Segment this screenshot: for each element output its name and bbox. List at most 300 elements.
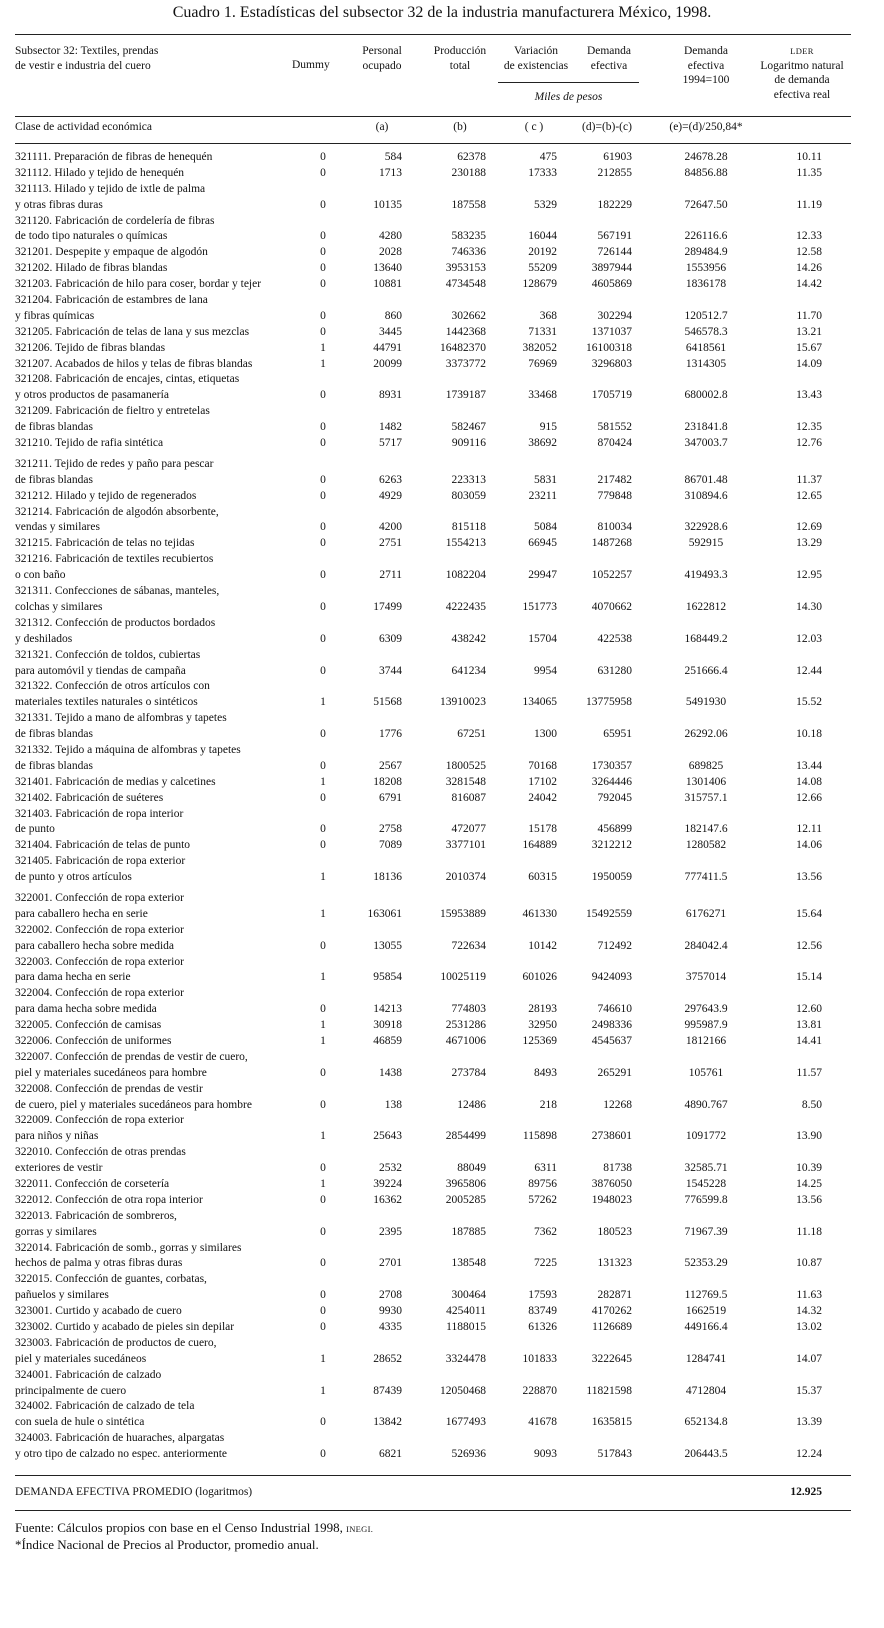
activity-description: exteriores de vestir [15,1162,103,1175]
activity-description: de todo tipo naturales o químicas [15,230,168,243]
cell-variacion-existencias: 228870 [522,1384,557,1397]
row-line [0,775,884,791]
cell-dummy: 1 [320,775,326,788]
cell-demanda-efectiva-1994: 297643.9 [684,1003,728,1016]
cell-lder: 10.87 [796,1257,822,1270]
cell-demanda-efectiva-1994: 546578.3 [684,325,728,338]
cell-lder: 10.18 [796,728,822,741]
cell-demanda-efectiva: 726144 [597,246,632,259]
header-produccion-line2: total [449,59,471,72]
row-line [0,245,884,261]
cell-variacion-existencias: 17593 [528,1289,557,1302]
table-row [0,648,884,680]
cell-dummy: 0 [320,489,326,502]
activity-description: 322010. Confección de otras prendas [15,1146,186,1159]
cell-dummy: 1 [320,1178,326,1190]
row-line [0,891,884,907]
table-row [0,1272,884,1304]
cell-personal-ocupado: 2701 [379,1257,402,1270]
row-line [0,1256,884,1272]
cell-variacion-existencias: 5329 [534,198,557,211]
row-line [0,388,884,404]
cell-variacion-existencias: 32950 [528,1019,557,1032]
table-row [0,436,884,452]
cell-personal-ocupado: 4280 [379,230,402,243]
cell-personal-ocupado: 2758 [379,823,402,836]
cell-lder: 14.06 [796,839,822,852]
activity-description: 321405. Fabricación de ropa exterior [15,855,186,868]
cell-demanda-efectiva: 3897944 [591,262,632,275]
cell-demanda-efectiva: 3212212 [591,839,632,852]
cell-demanda-efectiva: 81738 [603,1162,632,1175]
cell-variacion-existencias: 164889 [522,839,557,852]
table-row [0,743,884,775]
row-line [0,436,884,452]
cell-produccion-total: 909116 [451,437,486,450]
cell-personal-ocupado: 14213 [373,1003,402,1016]
cell-variacion-existencias: 10142 [528,939,557,952]
row-line [0,822,884,838]
header-lder [752,44,852,102]
cell-personal-ocupado: 44791 [373,341,402,354]
cell-dummy: 0 [320,1098,326,1111]
activity-description: 324003. Fabricación de huaraches, alpargatas [15,1432,225,1445]
cell-demanda-efectiva-1994: 4712804 [685,1384,727,1397]
cell-personal-ocupado: 4200 [379,521,402,534]
row-line [0,1129,884,1145]
cell-produccion-total: 2854499 [445,1130,486,1143]
cell-produccion-total: 582467 [451,421,486,434]
cell-lder: 12.76 [796,437,822,450]
cell-dummy: 1 [320,907,326,920]
cell-lder: 12.56 [796,939,822,952]
activity-description: piel y materiales sucedáneos para hombre [15,1066,207,1079]
activity-description: para caballero hecha en serie [15,907,148,920]
table-row [0,293,884,325]
footnote-index: *Índice Nacional de Precios al Productor, promedio anual. [15,1537,319,1552]
row-line [0,743,884,759]
row-line [0,457,884,473]
row-line [0,309,884,325]
cell-dummy: 1 [320,1352,326,1365]
cell-demanda-efectiva-1994: 1622812 [685,600,727,613]
activity-description: y fibras químicas [15,309,95,322]
cell-personal-ocupado: 8931 [379,389,402,402]
cell-lder: 11.70 [796,309,822,322]
row-line [0,182,884,198]
cell-variacion-existencias: 8493 [534,1066,557,1079]
activity-description: 321209. Fabricación de fieltro y entretelas [15,405,210,418]
row-line [0,679,884,695]
cell-variacion-existencias: 368 [539,309,557,322]
activity-description: gorras y similares [15,1225,97,1238]
activity-description: piel y materiales sucedáneos [15,1352,147,1365]
cell-dummy: 0 [320,1289,326,1302]
cell-variacion-existencias: 915 [539,421,557,434]
cell-demanda-efectiva-1994: 182147.6 [684,823,728,836]
activity-description: para caballero hecha sobre medida [15,939,174,952]
cell-variacion-existencias: 61326 [528,1321,557,1334]
table-row [0,1241,884,1273]
table-row [0,838,884,854]
cell-personal-ocupado: 18208 [373,775,402,788]
header-variacion-line1: Variación [513,45,559,57]
cell-personal-ocupado: 2711 [379,569,402,582]
cell-demanda-efectiva: 1948023 [591,1193,632,1206]
cell-produccion-total: 1739187 [445,389,486,402]
activity-description: 322007. Confección de prendas de vestir de cuero, [15,1050,248,1063]
header-demanda-line2: efectiva [590,59,628,72]
cell-dummy: 1 [320,871,326,884]
table-title: Cuadro 1. Estadísticas del subsector 32 de la industria manufacturera México, 1998. [172,4,712,21]
table-row [0,1304,884,1320]
header-lder-line1: Logaritmo natural [760,59,844,72]
cell-produccion-total: 4222435 [445,600,486,613]
activity-description: 321202. Hilado de fibras blandas [15,262,168,275]
cell-produccion-total: 583235 [451,230,486,243]
cell-variacion-existencias: 38692 [528,437,557,450]
cell-dummy: 0 [320,521,326,534]
cell-variacion-existencias: 41678 [528,1416,557,1429]
cell-personal-ocupado: 13842 [373,1416,402,1429]
cell-lder: 10.39 [796,1162,822,1175]
cell-demanda-efectiva-1994: 310894.6 [684,489,728,502]
cell-produccion-total: 3377101 [445,839,486,852]
cell-demanda-efectiva-1994: 71967.39 [684,1225,728,1238]
activity-description: 321112. Hilado y tejido de henequén [15,166,185,179]
table-row [0,807,884,839]
table-row [0,536,884,552]
activity-description: colchas y similares [15,600,103,613]
table-row [0,1018,884,1034]
activity-description: pañuelos y similares [15,1289,109,1302]
cell-demanda-efectiva-1994: 24678.28 [684,151,728,163]
cell-variacion-existencias: 6311 [534,1162,557,1175]
cell-demanda-efectiva: 65951 [603,728,632,741]
cell-personal-ocupado: 17499 [373,600,402,613]
cell-produccion-total: 1188015 [446,1321,486,1334]
cell-demanda-efectiva: 282871 [597,1289,632,1302]
activity-description: con suela de hule o sintética [15,1416,145,1429]
activity-description: de cuero, piel y materiales sucedáneos para hombre [15,1098,252,1111]
activity-description: 321402. Fabricación de suéteres [15,791,164,804]
activity-description: 321207. Acabados de hilos y telas de fibras blandas [15,357,253,370]
cell-demanda-efectiva: 712492 [597,939,632,952]
row-line [0,1336,884,1352]
cell-lder: 12.03 [796,632,822,645]
row-line [0,632,884,648]
activity-description: 324001. Fabricación de calzado [15,1368,162,1381]
cell-dummy: 0 [320,569,326,582]
activity-description: 322008. Confección de prendas de vestir [15,1082,203,1095]
cell-dummy: 0 [320,939,326,952]
cell-lder: 10.11 [796,151,822,163]
cell-lder: 13.02 [796,1321,822,1334]
cell-dummy: 0 [320,791,326,804]
cell-personal-ocupado: 7089 [379,839,402,852]
header-variacion-line2: de existencias [503,59,569,72]
activity-description: 321111. Preparación de fibras de henequén [15,151,213,163]
col-a-label: (a) [375,121,389,133]
table-row [0,505,884,537]
table-row [0,277,884,293]
col-b-label: (b) [453,121,467,133]
cell-dummy: 0 [320,632,326,645]
cell-variacion-existencias: 125369 [522,1034,557,1047]
cell-variacion-existencias: 218 [539,1098,557,1111]
cell-demanda-efectiva-1994: 86701.48 [684,473,728,486]
activity-description: 322014. Fabricación de somb., gorras y similares [15,1241,242,1254]
table-row [0,891,884,923]
cell-lder: 11.35 [796,166,822,179]
cell-dummy: 0 [320,1066,326,1079]
cell-variacion-existencias: 5831 [534,473,557,486]
row-line [0,1368,884,1384]
cell-demanda-efectiva: 1950059 [591,871,632,884]
cell-dummy: 1 [320,341,326,354]
cell-dummy: 0 [320,1257,326,1270]
row-line [0,214,884,230]
cell-produccion-total: 774803 [451,1003,486,1016]
summary-value: 12.925 [790,1486,822,1498]
cell-produccion-total: 62378 [457,151,486,163]
cell-personal-ocupado: 584 [384,151,402,163]
row-line [0,854,884,870]
header-personal-line1: Personal [362,45,402,57]
cell-personal-ocupado: 860 [384,309,402,322]
cell-demanda-efectiva-1994: 322928.6 [684,521,728,534]
table-row [0,357,884,373]
activity-description: 323002. Curtido y acabado de pieles sin depilar [15,1321,235,1334]
cell-produccion-total: 3953153 [445,262,486,275]
row-line [0,1399,884,1415]
cell-personal-ocupado: 3744 [379,664,402,677]
table-row [0,616,884,648]
cell-dummy: 0 [320,1193,326,1206]
row-line [0,1225,884,1241]
cell-produccion-total: 138548 [451,1257,486,1270]
activity-description: de fibras blandas [15,421,93,434]
activity-description: para automóvil y tiendas de campaña [15,664,186,677]
header-demanda-1994-line2: efectiva [687,59,725,72]
cell-produccion-total: 3965806 [445,1178,486,1190]
cell-lder: 12.11 [796,823,822,836]
cell-lder: 12.24 [796,1448,822,1461]
table-row [0,261,884,277]
activity-description: para niños y niñas [15,1130,99,1143]
header-dummy: Dummy [292,59,330,71]
table-row [0,457,884,489]
header-variacion [494,44,578,73]
cell-produccion-total: 3324478 [445,1352,486,1365]
table-bottom-rule [15,1510,851,1511]
cell-variacion-existencias: 71331 [528,325,557,338]
row-line [0,166,884,182]
cell-demanda-efectiva-1994: 26292.06 [684,728,728,741]
activity-description: 321216. Fabricación de textiles recubiertos [15,553,214,566]
cell-personal-ocupado: 13055 [373,939,402,952]
cell-variacion-existencias: 5084 [534,521,557,534]
activity-description: 321205. Fabricación de telas de lana y sus mezclas [15,325,250,338]
cell-personal-ocupado: 51568 [373,696,402,709]
cell-demanda-efectiva: 12268 [603,1098,632,1111]
table-row [0,1336,884,1368]
table-row [0,341,884,357]
row-line [0,277,884,293]
cell-demanda-efectiva: 3296803 [591,357,632,370]
cell-produccion-total: 4671006 [445,1034,486,1047]
cell-produccion-total: 3373772 [445,357,486,370]
cell-personal-ocupado: 10881 [373,278,402,291]
row-line [0,1098,884,1114]
cell-personal-ocupado: 163061 [367,907,402,920]
row-line [0,1447,884,1463]
row-line [0,1320,884,1336]
cell-demanda-efectiva-1994: 652134.8 [684,1416,728,1429]
cell-lder: 14.42 [796,278,822,291]
activity-description: 322012. Confección de otra ropa interior [15,1193,203,1206]
cell-dummy: 0 [320,421,326,434]
cell-dummy: 0 [320,437,326,450]
cell-variacion-existencias: 7362 [534,1225,557,1238]
cell-demanda-efectiva: 581552 [597,421,632,434]
cell-demanda-efectiva: 180523 [597,1225,632,1238]
row-line [0,1209,884,1225]
activity-description: y otro tipo de calzado no espec. anteriormente [15,1448,228,1461]
cell-personal-ocupado: 6263 [379,473,402,486]
cell-dummy: 1 [320,696,326,709]
cell-demanda-efectiva: 15492559 [586,907,632,920]
cell-dummy: 0 [320,1225,326,1238]
cell-personal-ocupado: 2751 [379,537,402,550]
cell-variacion-existencias: 115898 [522,1130,557,1143]
cell-variacion-existencias: 128679 [522,278,557,291]
cell-personal-ocupado: 28652 [373,1352,402,1365]
cell-lder: 14.25 [796,1178,822,1190]
cell-produccion-total: 88049 [457,1162,486,1175]
cell-lder: 11.57 [796,1066,822,1079]
row-line [0,600,884,616]
activity-description: materiales textiles naturales o sintéticos [15,696,198,709]
table-row [0,1209,884,1241]
activity-description: 323003. Fabricación de productos de cuero, [15,1336,217,1349]
activity-description: de punto [15,823,55,836]
header-lder-abbr: LDER [790,46,814,56]
cell-personal-ocupado: 25643 [373,1130,402,1143]
cell-variacion-existencias: 20192 [528,246,557,259]
cell-dummy: 0 [320,1003,326,1016]
cell-personal-ocupado: 2028 [379,246,402,259]
cell-personal-ocupado: 16362 [373,1193,402,1206]
cell-variacion-existencias: 23211 [528,489,557,502]
cell-demanda-efectiva-1994: 289484.9 [684,246,728,259]
cell-dummy: 0 [320,1416,326,1429]
cell-demanda-efectiva: 1126689 [592,1321,632,1334]
row-line [0,711,884,727]
cell-demanda-efectiva: 456899 [597,823,632,836]
row-line [0,970,884,986]
header-units: Miles de pesos [534,91,603,103]
row-line [0,1113,884,1129]
table-row [0,775,884,791]
header-demanda-line1: Demanda [586,45,632,57]
table-row [0,854,884,886]
cell-dummy: 0 [320,537,326,550]
cell-produccion-total: 4734548 [445,278,486,291]
row-line [0,568,884,584]
row-line [0,616,884,632]
row-line [0,939,884,955]
cell-demanda-efectiva-1994: 105761 [688,1066,724,1079]
row-line [0,489,884,505]
cell-demanda-efectiva-1994: 315757.1 [684,791,728,804]
footnote-source-org: INEGI. [346,1524,374,1534]
cell-personal-ocupado: 10135 [373,198,402,211]
cell-demanda-efectiva-1994: 5491930 [685,696,727,709]
cell-personal-ocupado: 2395 [379,1225,402,1238]
row-line [0,923,884,939]
row-line [0,955,884,971]
cell-dummy: 0 [320,839,326,852]
activity-description: 321120. Fabricación de cordelería de fibras [15,214,215,227]
cell-demanda-efectiva-1994: 1301406 [685,775,727,788]
activity-description: 322004. Confección de ropa exterior [15,987,184,1000]
row-line [0,1384,884,1400]
cell-demanda-efectiva: 11821598 [586,1384,632,1397]
header-demanda-1994-line3: 1994=100 [682,74,730,86]
cell-lder: 13.21 [796,325,822,338]
cell-variacion-existencias: 382052 [522,341,557,354]
cell-lder: 14.30 [796,600,822,613]
cell-lder: 12.60 [796,1003,822,1016]
cell-personal-ocupado: 1713 [379,166,402,179]
row-line [0,1431,884,1447]
cell-produccion-total: 273784 [451,1066,486,1079]
row-line [0,198,884,214]
row-line [0,1018,884,1034]
cell-variacion-existencias: 33468 [528,389,557,402]
row-line [0,552,884,568]
cell-lder: 13.39 [796,1416,822,1429]
table-body [0,150,884,1463]
cell-variacion-existencias: 89756 [528,1178,557,1190]
row-line [0,1161,884,1177]
cell-produccion-total: 816087 [451,791,486,804]
cell-variacion-existencias: 29947 [528,569,557,582]
cell-lder: 15.37 [796,1384,822,1397]
activity-description: 321322. Confección de otros artículos con [15,680,210,693]
cell-personal-ocupado: 9930 [379,1305,402,1318]
cell-lder: 14.32 [796,1305,822,1318]
cell-dummy: 1 [320,1019,326,1032]
table-row [0,552,884,584]
cell-produccion-total: 472077 [451,823,486,836]
table-row [0,150,884,166]
cell-dummy: 0 [320,759,326,772]
activity-description: de fibras blandas [15,473,93,486]
cell-demanda-efectiva-1994: 995987.9 [684,1019,728,1032]
cell-dummy: 0 [320,325,326,338]
cell-lder: 15.52 [796,696,822,709]
header-clase: Clase de actividad económica [15,121,152,133]
footnote-source [15,1520,373,1536]
row-line [0,1304,884,1320]
cell-lder: 12.66 [796,791,822,804]
cell-demanda-efectiva-1994: 120512.7 [684,309,728,322]
table-row [0,584,884,616]
row-line [0,341,884,357]
cell-variacion-existencias: 83749 [528,1305,557,1318]
